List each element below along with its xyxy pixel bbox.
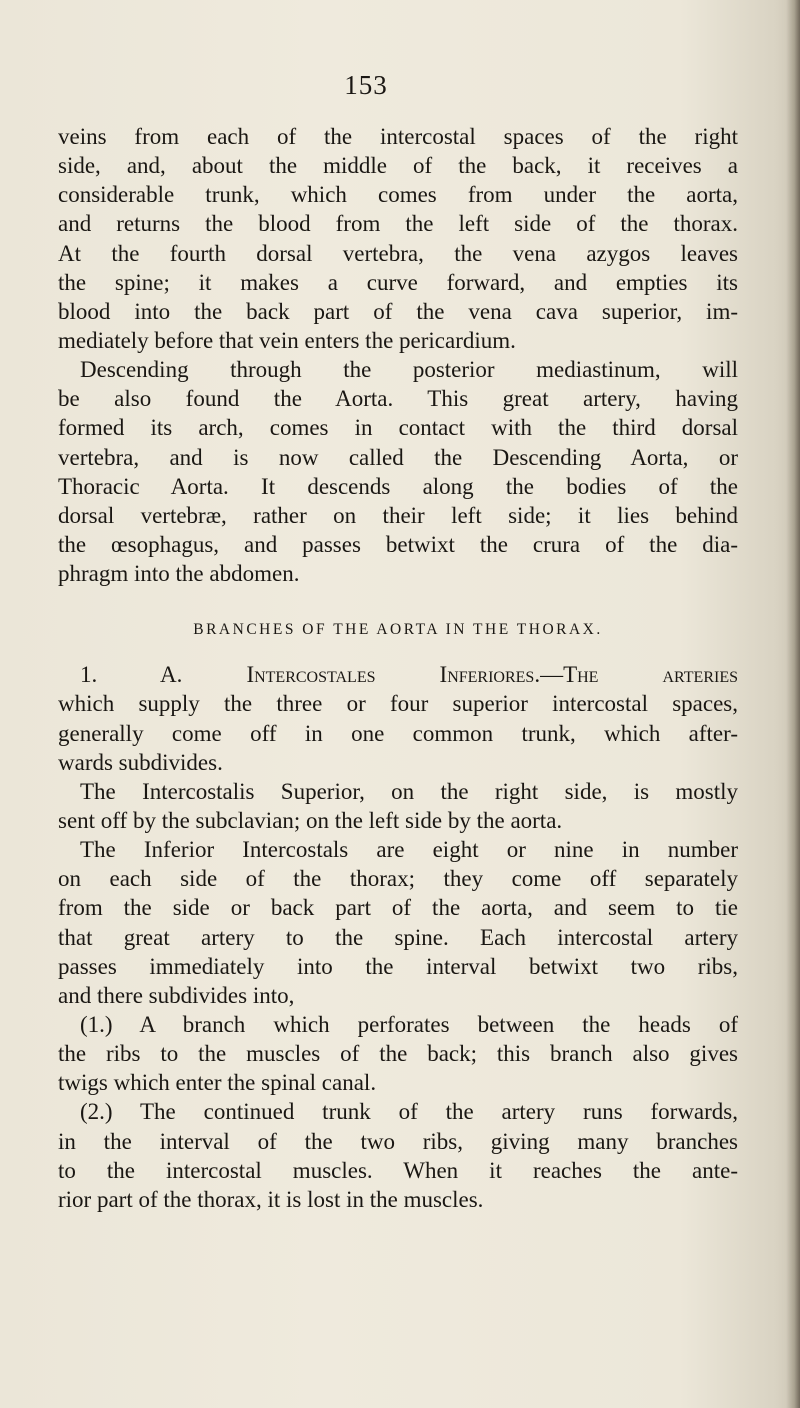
text-line: 1. A. Intercostales Inferiores.—The arteries bbox=[80, 662, 738, 688]
paragraph bbox=[58, 1097, 738, 1214]
spacer bbox=[58, 588, 738, 614]
paragraph bbox=[58, 122, 738, 355]
text-line: side, and, about the middle of the back, it receives a bbox=[58, 153, 738, 179]
text-line: on each side of the thorax; they come off separately bbox=[58, 866, 738, 892]
text-line: mediately before that vein enters the pericardium. bbox=[58, 327, 516, 353]
text-line: dorsal vertebræ, rather on their left side; it lies behind bbox=[58, 502, 738, 528]
paragraph bbox=[58, 1010, 738, 1097]
text-line: phragm into the abdomen. bbox=[58, 561, 300, 587]
text-line: and there subdivides into, bbox=[58, 982, 295, 1008]
text-line: twigs which enter the spinal canal. bbox=[58, 1070, 377, 1096]
paragraph bbox=[58, 660, 738, 777]
spacer bbox=[58, 646, 738, 660]
text-line: to the intercostal muscles. When it reaches the ante- bbox=[58, 1157, 738, 1183]
text-line: the ribs to the muscles of the back; this branch also gives bbox=[58, 1041, 738, 1067]
paragraph bbox=[58, 835, 738, 1010]
text-block bbox=[58, 122, 738, 1214]
text-line: generally come off in one common trunk, which after- bbox=[58, 720, 738, 746]
text-line: The Inferior Intercostals are eight or nine in number bbox=[80, 837, 738, 863]
text-line: rior part of the thorax, it is lost in the muscles. bbox=[58, 1186, 484, 1212]
text-line: At the fourth dorsal vertebra, the vena azygos leaves bbox=[58, 240, 738, 266]
text-line: in the interval of the two ribs, giving many branches bbox=[58, 1128, 738, 1154]
page-edge-shadow bbox=[786, 0, 800, 1408]
text-line: veins from each of the intercostal spaces of the right bbox=[58, 124, 738, 149]
text-line: (2.) The continued trunk of the artery runs forwards, bbox=[80, 1099, 738, 1125]
text-line: considerable trunk, which comes from under the aorta, bbox=[58, 182, 738, 208]
text-line: which supply the three or four superior intercostal spaces, bbox=[58, 691, 738, 717]
text-line: formed its arch, comes in contact with the third dorsal bbox=[58, 415, 738, 441]
text-line: the spine; it makes a curve forward, and empties its bbox=[58, 269, 738, 295]
text-line: Descending through the posterior mediastinum, will bbox=[80, 357, 738, 383]
paragraph bbox=[58, 777, 738, 835]
text-line: from the side or back part of the aorta, and seem to tie bbox=[58, 895, 738, 921]
text-line: and returns the blood from the left side of the thorax. bbox=[58, 211, 738, 237]
text-line: (1.) A branch which perforates between the heads of bbox=[80, 1011, 738, 1037]
text-line: The Intercostalis Superior, on the right side, is mostly bbox=[80, 778, 738, 804]
text-line: vertebra, and is now called the Descending Aorta, or bbox=[58, 444, 738, 470]
section-heading: BRANCHES OF THE AORTA IN THE THORAX. bbox=[193, 621, 603, 639]
text-line: passes immediately into the interval betwixt two ribs, bbox=[58, 953, 738, 979]
page-number: 153 bbox=[344, 70, 388, 100]
text-line: blood into the back part of the vena cava superior, im- bbox=[58, 298, 738, 324]
paragraph bbox=[58, 355, 738, 588]
text-line: sent off by the subclavian; on the left side by the aorta. bbox=[58, 807, 563, 833]
text-line: wards subdivides. bbox=[58, 749, 223, 775]
text-line: be also found the Aorta. This great artery, having bbox=[58, 386, 738, 412]
text-line: Thoracic Aorta. It descends along the bodies of the bbox=[58, 473, 738, 499]
text-line: the œsophagus, and passes betwixt the crura of the dia- bbox=[58, 531, 738, 557]
text-line: that great artery to the spine. Each intercostal artery bbox=[58, 924, 738, 950]
